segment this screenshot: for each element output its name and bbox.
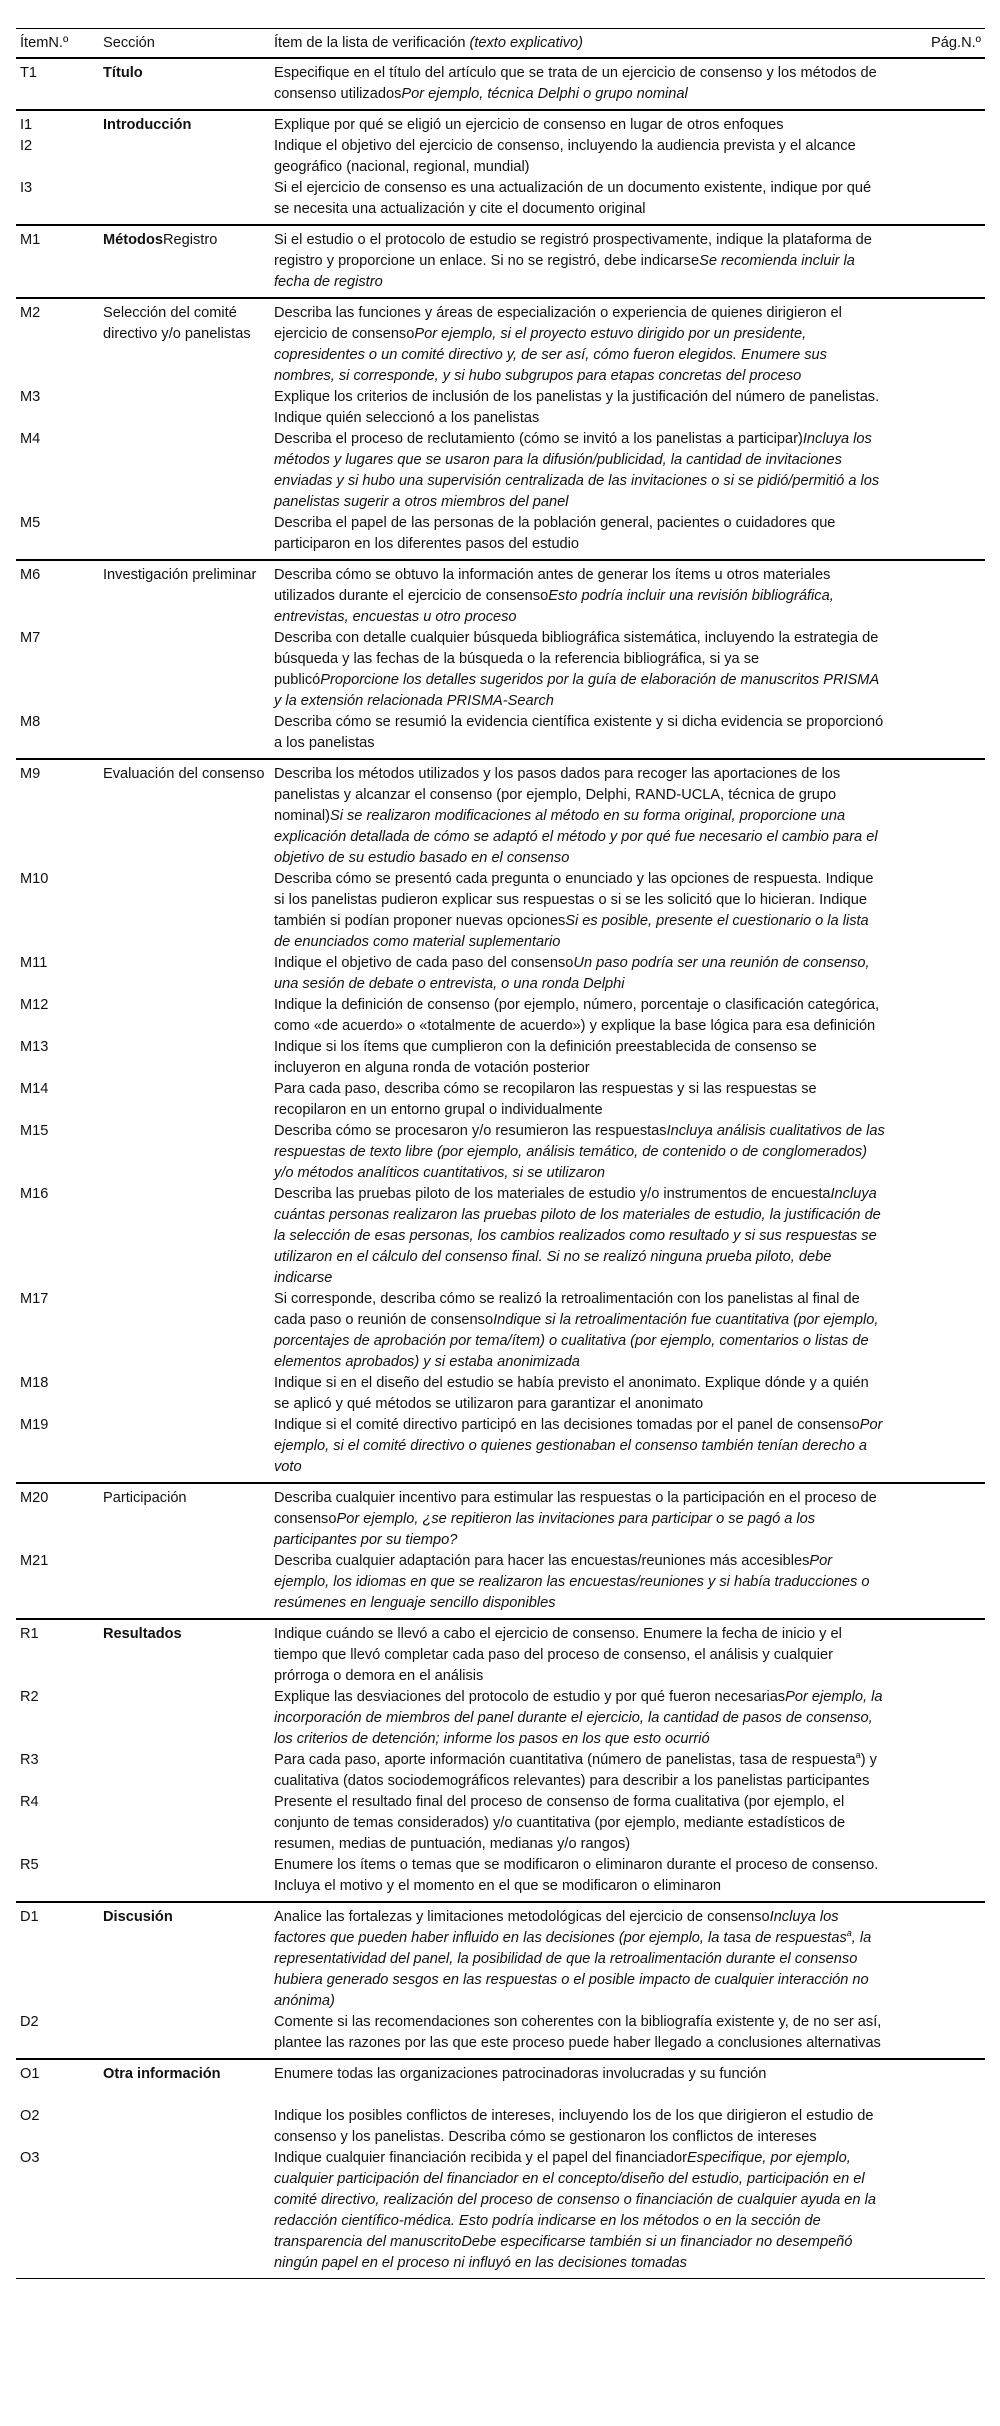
explanatory-text: Por ejemplo, si el proyecto estuvo dirigido por un presidente, copresidentes o un comité directivo y, de ser así, cómo fueron elegidos. Enumere sus nombres, si corresponde, y si hubo subgrupos para etapas concretas del proceso bbox=[274, 326, 827, 384]
text-segment: Si el ejercicio de consenso es una actualización de un documento existente, indique por qué se necesita una actualización y cite el documento original bbox=[274, 180, 872, 217]
page-number-cell bbox=[886, 1121, 985, 1184]
section-name bbox=[103, 1624, 274, 1687]
table-row bbox=[16, 387, 985, 429]
section-group bbox=[16, 1484, 985, 1620]
checklist-item-text bbox=[274, 1687, 886, 1750]
text-segment: Describa con detalle cualquier búsqueda bibliográfica sistemática, incluyendo la estrategia de búsqueda y las fechas de la búsqueda o la referencia bibliográfica, si ya se publicó bbox=[274, 630, 879, 688]
page-number-cell bbox=[886, 764, 985, 869]
table-row bbox=[16, 1289, 985, 1373]
explanatory-text: Proporcione los detalles sugeridos por la guía de elaboración de manuscritos PRISMA y la extensión relacionada PRISMA-Search bbox=[274, 672, 879, 709]
explanatory-text: Incluya los factores que pueden haber influido en las decisiones (por ejemplo, la tasa de respuestas bbox=[274, 1909, 847, 1946]
page-number-cell bbox=[886, 869, 985, 953]
item-number: M14 bbox=[20, 1081, 49, 1097]
explanatory-text: Especifique, por ejemplo, cualquier participación del financiador en el concepto/diseño del estudio, participación en el comité directivo, realización del proceso de consenso o financiación de cualquier ayuda en la redacción científico-médica. Esto podría indicarse en los métodos o en la sección de transparencia del manuscrito bbox=[274, 2150, 876, 2250]
page-number-cell bbox=[886, 628, 985, 712]
table-row bbox=[16, 712, 985, 754]
item-number: O3 bbox=[20, 2150, 40, 2166]
footnote-marker: a bbox=[855, 1750, 861, 1761]
page-number-cell bbox=[886, 565, 985, 628]
table-row bbox=[16, 1750, 985, 1792]
item-number: M7 bbox=[20, 630, 41, 646]
item-number: M9 bbox=[20, 766, 41, 782]
section-name bbox=[103, 1121, 274, 1184]
table-row bbox=[16, 2012, 985, 2054]
table-header bbox=[16, 29, 985, 59]
section-name bbox=[103, 2012, 274, 2054]
table-row bbox=[16, 2064, 985, 2106]
text-segment: Resultados bbox=[103, 1626, 182, 1642]
text-segment: Participación bbox=[103, 1490, 187, 1506]
header-checklist bbox=[274, 33, 886, 54]
explanatory-text: Incluya los métodos y lugares que se usaron para la difusión/publicidad, la cantidad de invitaciones enviadas y si hubo una supervisión centralizada de las invitaciones o si se pidió/permitió a los panelistas sugerir a otros miembros del panel bbox=[274, 431, 880, 510]
text-segment: Indique el objetivo de cada paso del consenso bbox=[274, 955, 574, 971]
checklist-item-text bbox=[274, 1624, 886, 1687]
table-row bbox=[16, 178, 985, 220]
table-row bbox=[16, 303, 985, 387]
item-number: O2 bbox=[20, 2108, 40, 2124]
item-number: M15 bbox=[20, 1123, 49, 1139]
text-segment: Describa el proceso de reclutamiento (cómo se invitó a los panelistas a participar) bbox=[274, 431, 803, 447]
checklist-item-text bbox=[274, 136, 886, 178]
section-group bbox=[16, 59, 985, 111]
page-number-cell bbox=[886, 1687, 985, 1750]
item-number: R5 bbox=[20, 1857, 39, 1873]
item-number: I2 bbox=[20, 138, 33, 154]
text-segment: Para cada paso, aporte información cuantitativa (número de panelistas, tasa de respuesta bbox=[274, 1752, 856, 1768]
item-number: M8 bbox=[20, 714, 41, 730]
text-segment: Indique el objetivo del ejercicio de consenso, incluyendo la audiencia prevista y el alcance geográfico (nacional, regional, mundial) bbox=[274, 138, 856, 175]
text-segment: Indique cualquier financiación recibida y el papel del financiador bbox=[274, 2150, 687, 2166]
table-row bbox=[16, 869, 985, 953]
text-segment: Evaluación del consenso bbox=[103, 766, 265, 782]
page-number-cell bbox=[886, 513, 985, 555]
item-number: D2 bbox=[20, 2014, 39, 2030]
section-name bbox=[103, 1373, 274, 1415]
page-number-cell bbox=[886, 230, 985, 293]
section-name bbox=[103, 1750, 274, 1792]
explanatory-text: Si es posible, presente el cuestionario o la lista de enunciados como material suplementario bbox=[274, 913, 869, 950]
section-name bbox=[103, 178, 274, 220]
table-row bbox=[16, 995, 985, 1037]
text-segment: Indique la definición de consenso (por ejemplo, número, porcentaje o clasificación categórica, como «de acuerdo» o «totalmente de acuerdo») y explique la base lógica para esa definición bbox=[274, 997, 880, 1034]
section-name bbox=[103, 764, 274, 869]
explanatory-text: Por ejemplo, si el comité directivo o quienes gestionaban el consenso también tenían derecho a voto bbox=[274, 1417, 883, 1475]
table-row bbox=[16, 513, 985, 555]
text-segment: Presente el resultado final del proceso de consenso de forma cualitativa (por ejemplo, el conjunto de temas considerados) y/o cuantitativa (por ejemplo, mediante estadísticos de resumen, medias de puntuación, medianas y/o rangos) bbox=[274, 1794, 846, 1852]
section-group bbox=[16, 299, 985, 561]
item-number: M19 bbox=[20, 1417, 49, 1433]
page-number-cell bbox=[886, 1551, 985, 1614]
table-row bbox=[16, 1907, 985, 2012]
item-number: O1 bbox=[20, 2066, 40, 2082]
item-number: M20 bbox=[20, 1490, 49, 1506]
page-number-cell bbox=[886, 712, 985, 754]
header-checklist-note: (texto explicativo) bbox=[469, 35, 584, 51]
explanatory-text: Se recomienda incluir la fecha de registro bbox=[274, 253, 855, 290]
section-name bbox=[103, 628, 274, 712]
text-segment: Describa cómo se obtuvo la información antes de generar los ítems u otros materiales utilizados durante el ejercicio de consenso bbox=[274, 567, 831, 604]
checklist-item-text bbox=[274, 178, 886, 220]
header-checklist-label: Ítem de la lista de verificación bbox=[274, 35, 470, 51]
text-segment: Investigación preliminar bbox=[103, 567, 257, 583]
table-row bbox=[16, 953, 985, 995]
header-page-number: Pág.N.º bbox=[931, 35, 981, 51]
explanatory-text: , la representatividad del panel, la posibilidad de que la retroalimentación durante el consenso hubiera generado sesgos en las respuestas o el posible impacto de cualquier interacción no anónima) bbox=[274, 1930, 872, 2009]
checklist-item-text bbox=[274, 115, 886, 136]
item-number: M10 bbox=[20, 871, 49, 887]
item-number: R4 bbox=[20, 1794, 39, 1810]
text-segment: Otra información bbox=[103, 2066, 221, 2082]
item-number: M17 bbox=[20, 1291, 49, 1307]
page-number-cell bbox=[886, 1415, 985, 1478]
section-group bbox=[16, 760, 985, 1484]
checklist-item-text bbox=[274, 303, 886, 387]
section-name bbox=[103, 1037, 274, 1079]
table-row bbox=[16, 628, 985, 712]
section-name bbox=[103, 2064, 274, 2106]
section-group bbox=[16, 2060, 985, 2279]
text-segment: Indique si en el diseño del estudio se había previsto el anonimato. Explique dónde y a quién se aplicó y qué métodos se utilizaron para garantizar el anonimato bbox=[274, 1375, 869, 1412]
checklist-table bbox=[16, 28, 985, 2279]
text-segment: Explique los criterios de inclusión de los panelistas y la justificación del número de panelistas. Indique quién seleccionó a los panelistas bbox=[274, 389, 880, 426]
checklist-item-text bbox=[274, 1750, 886, 1792]
checklist-item-text bbox=[274, 1415, 886, 1478]
explanatory-text: Incluya cuántas personas realizaron las pruebas piloto de los materiales de estudio, la justificación de la selección de esas personas, los cambios realizados como resultado y si sus respuestas se utilizaron en el cálculo del consenso final. Si no se realizó ninguna prueba piloto, debe indicarse bbox=[274, 1186, 881, 1286]
section-name bbox=[103, 303, 274, 387]
text-segment: Describa cualquier incentivo para estimular las respuestas o la participación en el proceso de consenso bbox=[274, 1490, 877, 1527]
page-number-cell bbox=[886, 1792, 985, 1855]
text-segment: Enumere los ítems o temas que se modificaron o eliminaron durante el proceso de consenso. Incluya el motivo y el momento en el que se modificaron o eliminaron bbox=[274, 1857, 879, 1894]
item-number: M11 bbox=[20, 955, 48, 971]
section-name bbox=[103, 712, 274, 754]
section-name bbox=[103, 1488, 274, 1551]
checklist-item-text bbox=[274, 565, 886, 628]
item-number: M18 bbox=[20, 1375, 49, 1391]
section-group bbox=[16, 111, 985, 226]
table-row bbox=[16, 1488, 985, 1551]
text-segment: Indique cuándo se llevó a cabo el ejercicio de consenso. Enumere la fecha de inicio y el tiempo que llevó completar cada paso del proceso de consenso, el análisis y cualquier prórroga o demora en el análisis bbox=[274, 1626, 842, 1684]
section-name bbox=[103, 2148, 274, 2274]
explanatory-text: Por ejemplo, técnica Delphi o grupo nominal bbox=[401, 86, 688, 102]
text-segment: Discusión bbox=[103, 1909, 173, 1925]
page-number-cell bbox=[886, 1289, 985, 1373]
item-number: D1 bbox=[20, 1909, 39, 1925]
checklist-item-text bbox=[274, 628, 886, 712]
page-number-cell bbox=[886, 429, 985, 513]
table-body bbox=[16, 59, 985, 2279]
page-number-cell bbox=[886, 303, 985, 387]
explanatory-text: Indique si la retroalimentación fue cuantitativa (por ejemplo, porcentajes de aprobación por tema/ítem) o cualitativa (por ejemplo, comentarios o listas de elementos aprobados) y si estaba anonimizada bbox=[274, 1312, 879, 1370]
text-segment: Métodos bbox=[103, 232, 163, 248]
explanatory-text: Esto podría incluir una revisión bibliográfica, entrevistas, encuestas u otro proceso bbox=[274, 588, 834, 625]
text-segment: Si el estudio o el protocolo de estudio se registró prospectivamente, indique la plataforma de registro y proporcione un enlace. Si no se registró, debe indicarse bbox=[274, 232, 872, 269]
page-number-cell bbox=[886, 1079, 985, 1121]
text-segment: Describa los métodos utilizados y los pasos dados para recoger las aportaciones de los panelistas y alcanzar el consenso (por ejemplo, Delphi, RAND-UCLA, técnica de grupo nominal) bbox=[274, 766, 841, 824]
checklist-item-text bbox=[274, 1373, 886, 1415]
item-number: I1 bbox=[20, 117, 33, 133]
page-number-cell bbox=[886, 1373, 985, 1415]
checklist-item-text bbox=[274, 1792, 886, 1855]
section-name bbox=[103, 995, 274, 1037]
table-row bbox=[16, 764, 985, 869]
section-name bbox=[103, 869, 274, 953]
table-row bbox=[16, 115, 985, 136]
checklist-item-text bbox=[274, 513, 886, 555]
section-group bbox=[16, 1903, 985, 2060]
section-name bbox=[103, 136, 274, 178]
checklist-item-text bbox=[274, 1289, 886, 1373]
checklist-item-text bbox=[274, 712, 886, 754]
page-number-cell bbox=[886, 1855, 985, 1897]
page-number-cell bbox=[886, 1624, 985, 1687]
text-segment: Registro bbox=[163, 232, 218, 248]
checklist-item-text bbox=[274, 1907, 886, 2012]
section-name bbox=[103, 1289, 274, 1373]
item-number: M3 bbox=[20, 389, 41, 405]
checklist-item-text bbox=[274, 1855, 886, 1897]
text-segment: Explique por qué se eligió un ejercicio de consenso en lugar de otros enfoques bbox=[274, 117, 784, 133]
section-name bbox=[103, 1855, 274, 1897]
page-number-cell bbox=[886, 995, 985, 1037]
section-name bbox=[103, 513, 274, 555]
text-segment: Para cada paso, describa cómo se recopilaron las respuestas y si las respuestas se recopilaron en un entorno grupal o individualmente bbox=[274, 1081, 817, 1118]
item-number: M16 bbox=[20, 1186, 49, 1202]
checklist-item-text bbox=[274, 953, 886, 995]
section-group bbox=[16, 226, 985, 299]
page-number-cell bbox=[886, 2064, 985, 2106]
section-name bbox=[103, 2106, 274, 2148]
section-name bbox=[103, 1079, 274, 1121]
section-name bbox=[103, 1907, 274, 2012]
section-name bbox=[103, 387, 274, 429]
item-number: M5 bbox=[20, 515, 41, 531]
text-segment: Indique si los ítems que cumplieron con la definición preestablecida de consenso se incluyeron en alguna ronda de votación posterior bbox=[274, 1039, 817, 1076]
table-row bbox=[16, 1792, 985, 1855]
section-name bbox=[103, 953, 274, 995]
table-row bbox=[16, 63, 985, 105]
table-row bbox=[16, 1624, 985, 1687]
table-row bbox=[16, 1121, 985, 1184]
text-segment: Introducción bbox=[103, 117, 192, 133]
footnote-marker: a bbox=[846, 1928, 852, 1939]
page-number-cell bbox=[886, 136, 985, 178]
text-segment: Título bbox=[103, 65, 143, 81]
checklist-item-text bbox=[274, 1488, 886, 1551]
checklist-item-text bbox=[274, 387, 886, 429]
item-number: M21 bbox=[20, 1553, 49, 1569]
section-group bbox=[16, 561, 985, 760]
section-name bbox=[103, 1184, 274, 1289]
table-row bbox=[16, 1079, 985, 1121]
table-row bbox=[16, 230, 985, 293]
item-number: M1 bbox=[20, 232, 41, 248]
text-segment: ) y cualitativa (datos sociodemográficos relevantes) para describir a los panelistas participantes bbox=[274, 1752, 877, 1789]
checklist-item-text bbox=[274, 1037, 886, 1079]
page-number-cell bbox=[886, 953, 985, 995]
checklist-item-text bbox=[274, 2106, 886, 2148]
section-name bbox=[103, 429, 274, 513]
section-name bbox=[103, 1551, 274, 1614]
section-name bbox=[103, 1792, 274, 1855]
checklist-item-text bbox=[274, 764, 886, 869]
checklist-item-text bbox=[274, 995, 886, 1037]
table-row bbox=[16, 1687, 985, 1750]
explanatory-text: Por ejemplo, los idiomas en que se realizaron las encuestas/reuniones y si había traducciones o resúmenes en lenguaje sencillo disponibles bbox=[274, 1553, 870, 1611]
item-number: M2 bbox=[20, 305, 41, 321]
text-segment: Describa el papel de las personas de la población general, pacientes o cuidadores que participaron en los diferentes pasos del estudio bbox=[274, 515, 836, 552]
item-number: I3 bbox=[20, 180, 33, 196]
page-number-cell bbox=[886, 178, 985, 220]
page-number-cell bbox=[886, 1037, 985, 1079]
checklist-item-text bbox=[274, 429, 886, 513]
table-row bbox=[16, 1415, 985, 1478]
explanatory-text: Debe especificarse también si un financiador no desempeñó ningún papel en el proceso ni influyó en las decisiones tomadas bbox=[274, 2234, 853, 2271]
page-number-cell bbox=[886, 387, 985, 429]
section-name bbox=[103, 230, 274, 293]
checklist-item-text bbox=[274, 230, 886, 293]
page-number-cell bbox=[886, 115, 985, 136]
text-segment: Describa cómo se presentó cada pregunta o enunciado y las opciones de respuesta. Indique si los panelistas pudieron explicar sus respuestas o si se les solicitó que lo hicieran. Indique también si podían proponer nuevas opciones bbox=[274, 871, 874, 929]
explanatory-text: Por ejemplo, ¿se repitieron las invitaciones para participar o se pagó a los participantes por su tiempo? bbox=[274, 1511, 816, 1548]
text-segment: Si corresponde, describa cómo se realizó la retroalimentación con los panelistas al final de cada paso o reunión de consenso bbox=[274, 1291, 860, 1328]
section-name bbox=[103, 1415, 274, 1478]
section-group bbox=[16, 1620, 985, 1903]
checklist-item-text bbox=[274, 2064, 886, 2106]
page-number-cell bbox=[886, 2012, 985, 2054]
text-segment: Especifique en el título del artículo que se trata de un ejercicio de consenso y los métodos de consenso utilizados bbox=[274, 65, 877, 102]
item-number: R1 bbox=[20, 1626, 39, 1642]
section-name bbox=[103, 1687, 274, 1750]
text-segment: Describa cómo se procesaron y/o resumieron las respuestas bbox=[274, 1123, 667, 1139]
item-number: M13 bbox=[20, 1039, 49, 1055]
table-row bbox=[16, 1184, 985, 1289]
page-number-cell bbox=[886, 2106, 985, 2148]
header-item-number: ÍtemN.º bbox=[20, 35, 69, 51]
explanatory-text: Si se realizaron modificaciones al método en su forma original, proporcione una explicación detallada de cómo se adaptó el método y por qué fue necesario el cambio para el objetivo de su estudio basado en el consenso bbox=[274, 808, 878, 866]
text-segment: Enumere todas las organizaciones patrocinadoras involucradas y su función bbox=[274, 2066, 767, 2082]
text-segment: Selección del comité directivo y/o panelistas bbox=[103, 305, 251, 342]
table-row bbox=[16, 1373, 985, 1415]
checklist-item-text bbox=[274, 2012, 886, 2054]
table-row bbox=[16, 429, 985, 513]
item-number: M12 bbox=[20, 997, 49, 1013]
checklist-item-text bbox=[274, 869, 886, 953]
text-segment: Describa cómo se resumió la evidencia científica existente y si dicha evidencia se proporcionó a los panelistas bbox=[274, 714, 884, 751]
checklist-item-text bbox=[274, 1079, 886, 1121]
item-number: M6 bbox=[20, 567, 41, 583]
table-row bbox=[16, 1551, 985, 1614]
text-segment: Indique si el comité directivo participó en las decisiones tomadas por el panel de consenso bbox=[274, 1417, 860, 1433]
checklist-item-text bbox=[274, 63, 886, 105]
section-name bbox=[103, 565, 274, 628]
table-row bbox=[16, 136, 985, 178]
table-row bbox=[16, 565, 985, 628]
explanatory-text: Incluya análisis cualitativos de las respuestas de texto libre (por ejemplo, análisis temático, de contenido o de conglomerados) y/o métodos analíticos cuantitativos, si se utilizaron bbox=[274, 1123, 885, 1181]
item-number: M4 bbox=[20, 431, 41, 447]
text-segment: Explique las desviaciones del protocolo de estudio y por qué fueron necesarias bbox=[274, 1689, 786, 1705]
page-number-cell bbox=[886, 1488, 985, 1551]
text-segment: Describa las pruebas piloto de los materiales de estudio y/o instrumentos de encuesta bbox=[274, 1186, 831, 1202]
table-row bbox=[16, 2148, 985, 2274]
checklist-item-text bbox=[274, 1551, 886, 1614]
page-number-cell bbox=[886, 1184, 985, 1289]
page-number-cell bbox=[886, 1907, 985, 2012]
page-number-cell bbox=[886, 2148, 985, 2274]
text-segment: Describa las funciones y áreas de especialización o experiencia de quienes dirigieron el ejercicio de consenso bbox=[274, 305, 842, 342]
checklist-item-text bbox=[274, 1184, 886, 1289]
item-number: R3 bbox=[20, 1752, 39, 1768]
table-row bbox=[16, 1855, 985, 1897]
text-segment: Comente si las recomendaciones son coherentes con la bibliografía existente y, de no ser así, plantee las razones por las que este proceso puede haber llegado a conclusiones alternativas bbox=[274, 2014, 882, 2051]
checklist-item-text bbox=[274, 1121, 886, 1184]
item-number: T1 bbox=[20, 65, 38, 81]
text-segment: Analice las fortalezas y limitaciones metodológicas del ejercicio de consenso bbox=[274, 1909, 770, 1925]
checklist-item-text bbox=[274, 2148, 886, 2274]
page-number-cell bbox=[886, 1750, 985, 1792]
explanatory-text: Un paso podría ser una reunión de consenso, una sesión de debate o entrevista, o una ronda Delphi bbox=[274, 955, 870, 992]
text-segment: Describa cualquier adaptación para hacer las encuestas/reuniones más accesibles bbox=[274, 1553, 810, 1569]
text-segment: Indique los posibles conflictos de intereses, incluyendo los de los que dirigieron el estudio de consenso y los panelistas. Describa cómo se gestionaron los conflictos de intereses bbox=[274, 2108, 874, 2145]
table-row bbox=[16, 1037, 985, 1079]
section-name bbox=[103, 115, 274, 136]
item-number: R2 bbox=[20, 1689, 39, 1705]
explanatory-text: Por ejemplo, la incorporación de miembros del panel durante el ejercicio, la cantidad de pasos de consenso, los criterios de detención; informe los pasos en los que esto ocurrió bbox=[274, 1689, 883, 1747]
section-name bbox=[103, 63, 274, 105]
table-row bbox=[16, 2106, 985, 2148]
header-section: Sección bbox=[103, 35, 155, 51]
page-number-cell bbox=[886, 63, 985, 105]
